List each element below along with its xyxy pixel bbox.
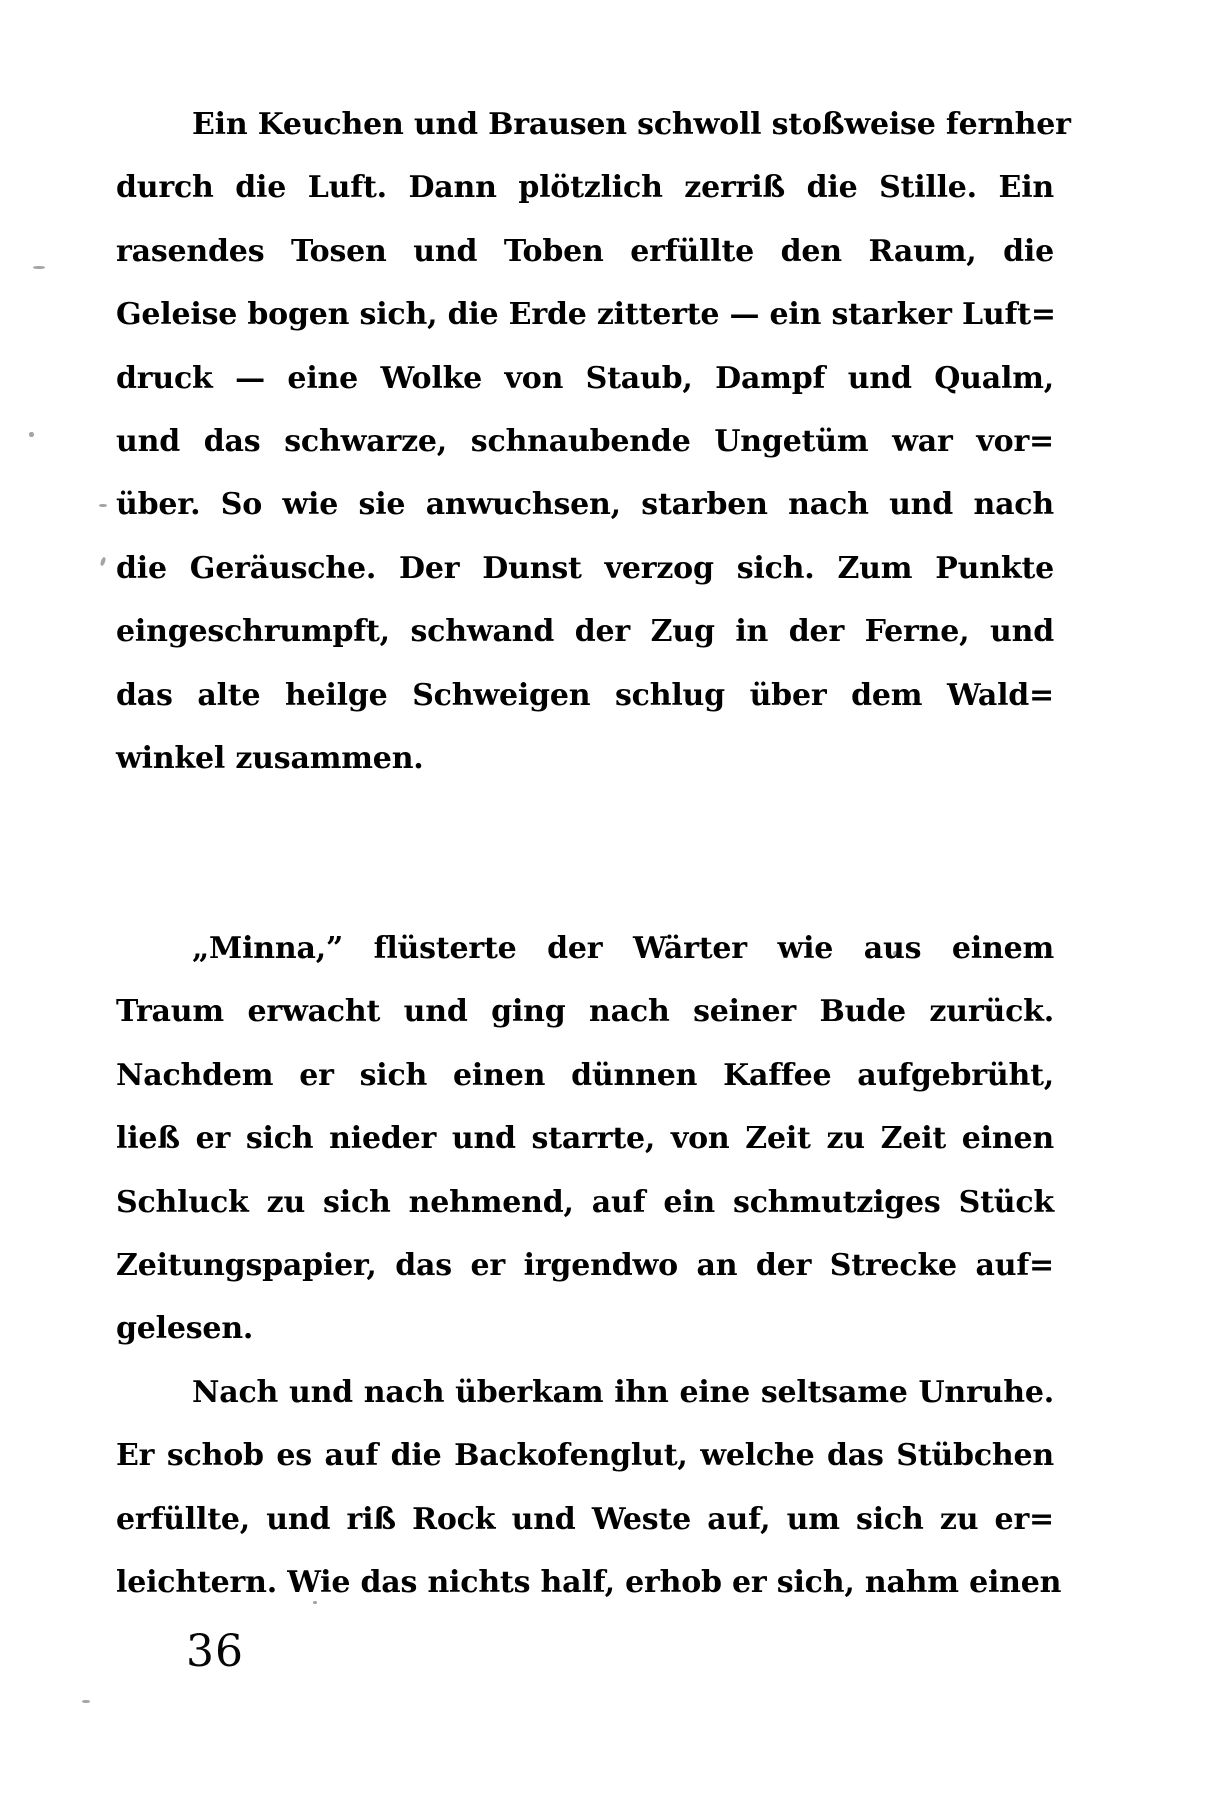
paragraph-2 [116, 917, 1054, 1361]
text-block [116, 93, 1071, 1614]
text-line: Geleise bogen sich, die Erde zitterte — ein starker Luft= [116, 297, 1056, 333]
text-line: winkel zusammen. [116, 740, 424, 776]
text-line: Ein Keuchen und Brausen schwoll stoßweise fernher [192, 107, 1071, 142]
scan-speck [82, 1700, 90, 1703]
text-line: Traum erwacht und ging nach seiner Bude zurück. [116, 994, 1054, 1030]
paragraph-1 [116, 93, 1071, 790]
text-line: Nachdem er sich einen dünnen Kaffee aufgebrüht, [116, 1057, 1054, 1093]
text-line: „Minna,” flüsterte der Wärter wie aus einem [192, 931, 1054, 967]
scan-speck [99, 504, 107, 507]
paragraph-3 [116, 1361, 1062, 1615]
text-line: gelesen. [116, 1311, 254, 1347]
scan-speck [100, 557, 107, 567]
text-line: das alte heilge Schweigen schlug über dem Wald= [116, 677, 1054, 713]
text-line: Zeitungspapier, das er irgendwo an der Strecke auf= [116, 1248, 1054, 1284]
text-line: rasendes Tosen und Toben erfüllte den Raum, die [116, 233, 1054, 269]
paragraph-gap [116, 790, 1054, 917]
text-line: druck — eine Wolke von Staub, Dampf und Qualm, [116, 360, 1054, 396]
text-line: eingeschrumpft, schwand der Zug in der Ferne, und [116, 614, 1054, 650]
scan-speck [33, 266, 45, 269]
text-line: Schluck zu sich nehmend, auf ein schmutziges Stück [116, 1184, 1054, 1220]
text-line: erfüllte, und riß Rock und Weste auf, um sich zu er= [116, 1501, 1054, 1537]
text-line: Er schob es auf die Backofenglut, welche das Stübchen [116, 1438, 1054, 1474]
text-line: leichtern. Wie das nichts half, erhob er sich, nahm einen [116, 1565, 1062, 1600]
text-line: über. So wie sie anwuchsen, starben nach und nach [116, 487, 1054, 523]
text-line: ließ er sich nieder und starrte, von Zeit zu Zeit einen [116, 1121, 1054, 1157]
text-line: und das schwarze, schnaubende Ungetüm war vor= [116, 423, 1054, 459]
page-number: 36 [186, 1626, 244, 1677]
text-line: durch die Luft. Dann plötzlich zerriß die Stille. Ein [116, 170, 1054, 206]
text-line: Nach und nach überkam ihn eine seltsame Unruhe. [192, 1374, 1054, 1410]
scan-speck [29, 432, 34, 437]
text-line: die Geräusche. Der Dunst verzog sich. Zum Punkte [116, 550, 1054, 586]
